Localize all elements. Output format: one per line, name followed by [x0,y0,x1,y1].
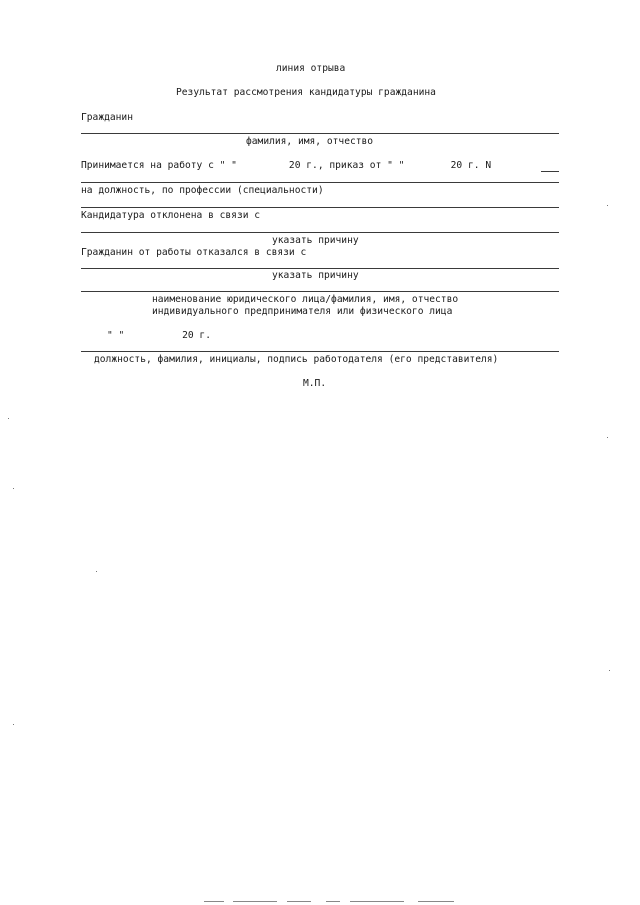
full-name-line [81,133,559,134]
refused-reason-line [81,268,559,269]
full-name-caption: фамилия, имя, отчество [246,136,374,147]
scan-speck [607,437,608,438]
scan-speck [607,205,608,206]
scan-speck [609,670,610,671]
position-line: на должность, по профессии (специальности) [81,185,324,196]
tear-line-label: линия отрыва [276,63,346,74]
position-underline [81,207,559,208]
rejected-line: Кандидатура отклонена в связи с [81,210,261,221]
scan-streak [350,901,404,902]
employer-caption-2: индивидуального предпринимателя или физического лица [152,306,453,317]
citizen-label: Гражданин [81,112,133,123]
signature-date: " " 20 г. [107,330,211,341]
scan-streak [326,901,340,902]
document-title: Результат рассмотрения кандидатуры гражданина [176,87,436,98]
signature-line [81,351,559,352]
scan-speck [13,724,14,725]
rejected-reason-line [81,232,559,233]
hired-underline [81,182,559,183]
scan-speck [8,418,9,419]
scan-streak [204,901,224,902]
scan-streak [287,901,311,902]
signature-caption: должность, фамилия, инициалы, подпись работодателя (его представителя) [94,354,499,365]
scan-speck [13,488,14,489]
reason-caption-2: указать причину [272,270,359,281]
scan-streak [233,901,277,902]
employer-caption-1: наименование юридического лица/фамилия, имя, отчество [152,294,459,305]
hired-line: Принимается на работу с " " 20 г., приказ от " " 20 г. N [81,160,492,171]
employer-name-line [81,291,559,292]
stamp-label: М.П. [303,378,327,389]
scan-streak [418,901,454,902]
refused-line: Гражданин от работы отказался в связи с [81,247,307,258]
scan-speck [96,571,97,572]
order-number-line [541,171,559,172]
reason-caption-1: указать причину [272,235,359,246]
